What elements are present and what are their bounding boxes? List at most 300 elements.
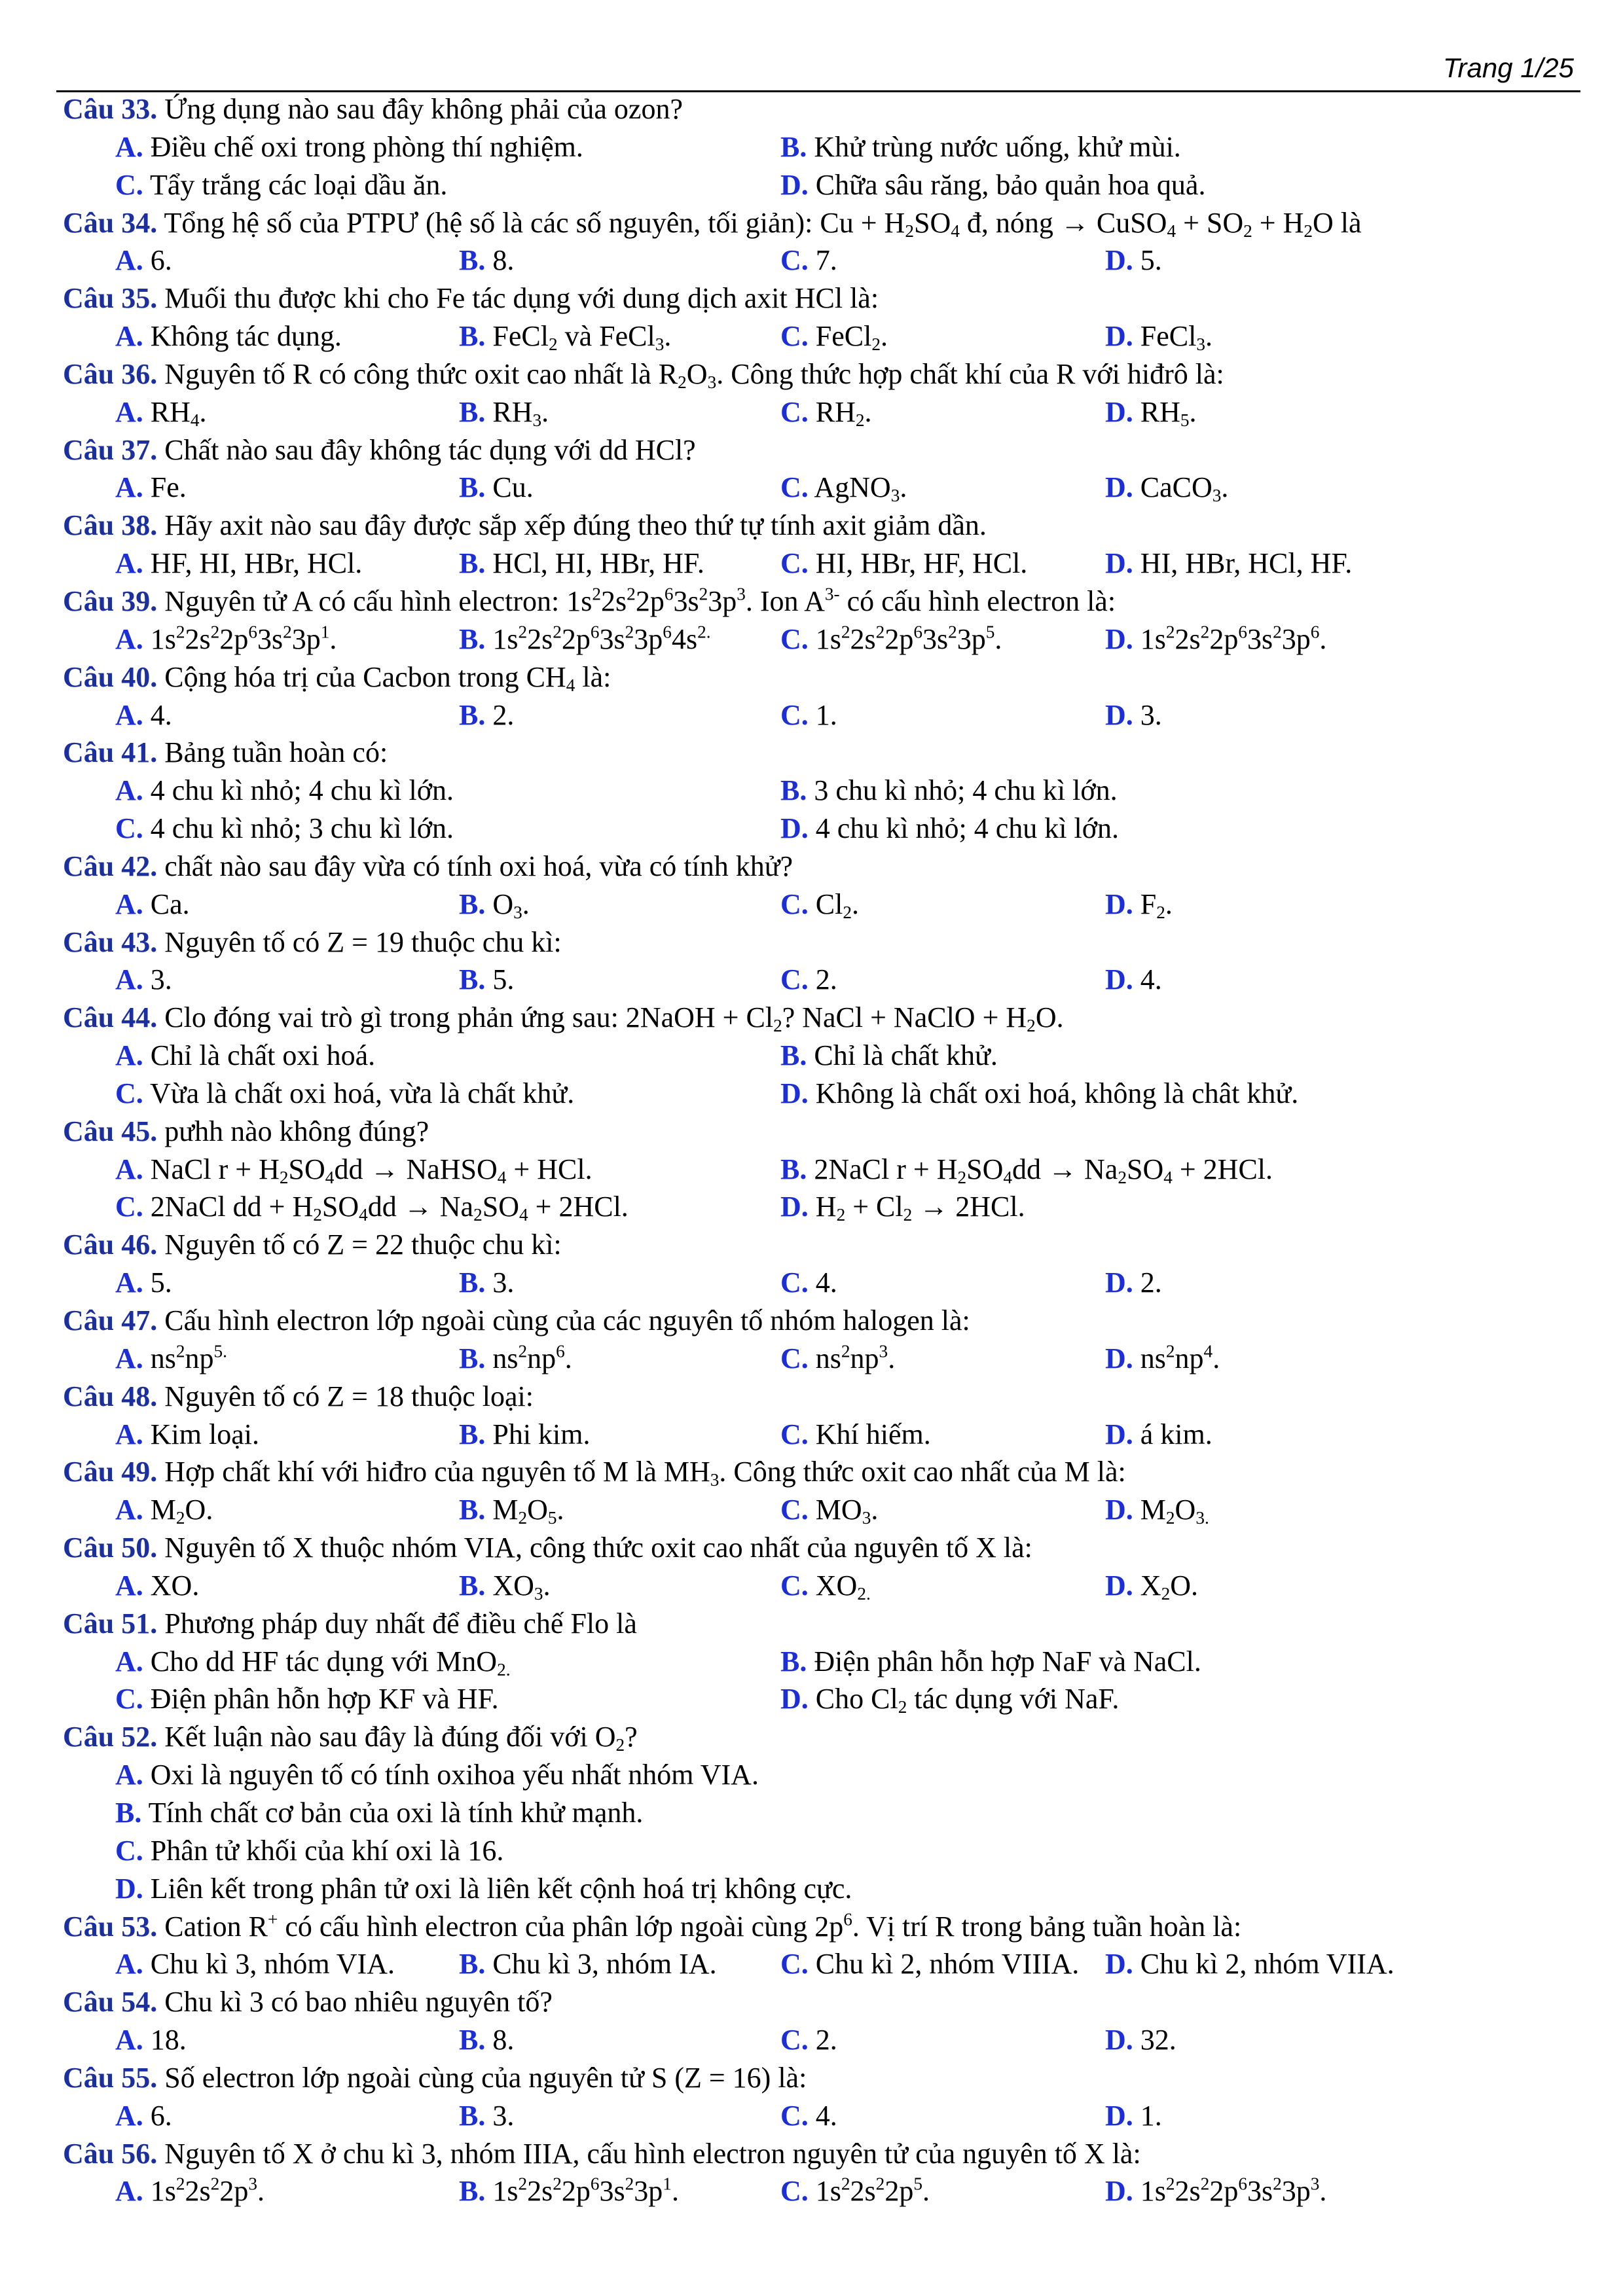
options-row [63, 1567, 1582, 1605]
option-letter: A. [115, 622, 143, 655]
option-letter: A. [115, 130, 143, 163]
option-text: á kim. [1133, 1418, 1213, 1450]
option-letter: D. [780, 168, 809, 201]
option-letter: C. [780, 1342, 809, 1374]
answer-option [780, 128, 1181, 166]
option-text: $RH_4$. [143, 395, 207, 430]
option-letter: A. [115, 1645, 143, 1677]
option-text: AgNO$_3$. [808, 471, 907, 506]
answer-option [1105, 961, 1162, 999]
option-text: 1. [1133, 2099, 1162, 2132]
option-text: $ns^2np^6$. [485, 1341, 572, 1374]
option-text: 8. [485, 2024, 515, 2056]
option-text: 2NaCl $r + H_2SO_4dd \to Na_2SO_4 + 2HCl$. [807, 1153, 1273, 1187]
question-stem [63, 1908, 1582, 1946]
answer-option [115, 1151, 593, 1189]
answer-option [115, 2021, 187, 2059]
question-number: Câu 55. [63, 2061, 158, 2094]
option-text: 1. [808, 698, 837, 731]
answer-option [1105, 1945, 1395, 1983]
question-number: Câu 36. [63, 357, 158, 390]
option-letter: D. [780, 1191, 809, 1223]
option-letter: B. [459, 1494, 486, 1526]
option-letter: C. [780, 698, 809, 731]
answer-option [115, 242, 172, 279]
option-text: 3. [143, 963, 172, 996]
answer-option [459, 1491, 564, 1529]
answer-option [780, 1567, 871, 1605]
option-letter: B. [115, 1796, 142, 1829]
answer-option [1105, 545, 1352, 583]
option-letter: C. [115, 1834, 143, 1867]
question-stem [63, 734, 1582, 772]
answer-option [115, 1491, 213, 1529]
option-letter: B. [459, 2099, 486, 2132]
option-letter: D. [1105, 2099, 1133, 2132]
option-letter: A. [115, 1266, 143, 1299]
answer-option [1105, 469, 1228, 507]
answer-option [780, 545, 1027, 583]
option-text: $1s^22s^22p^63s^23p^64s^{2.}$ [485, 622, 711, 655]
question-stem [63, 1378, 1582, 1416]
question-text: chất nào sau đây vừa có tính oxi hoá, vừa có tính khử? [157, 850, 793, 882]
option-letter: C. [780, 963, 809, 996]
option-text: $M_2O$. [143, 1494, 213, 1528]
option-text: $H_2 + Cl_2 \to 2HCl$. [808, 1191, 1025, 1225]
question-stem [63, 279, 1582, 317]
option-text: Cu. [485, 471, 534, 504]
option-text: 4. [808, 2099, 837, 2132]
question-number: Câu 53. [63, 1910, 158, 1943]
answer-option [1105, 886, 1173, 924]
question-list [63, 90, 1582, 2210]
option-letter: D. [1105, 244, 1133, 277]
option-letter: C. [780, 1948, 809, 1981]
option-text: $MO_3$. [808, 1494, 879, 1528]
option-letter: C. [780, 547, 809, 580]
question-stem [63, 924, 1582, 961]
question-text: Nguyên tố có Z = 18 thuộc loại: [157, 1380, 534, 1412]
option-text: $1s^22s^22p^63s^23p^1$. [485, 2174, 679, 2208]
option-text: $ns^2np^{5.}$ [143, 1341, 227, 1374]
answer-option [1105, 620, 1326, 658]
answer-option [115, 810, 454, 848]
answer-option [780, 1340, 895, 1378]
answer-option [459, 2172, 679, 2210]
answer-option [115, 1037, 375, 1075]
option-letter: B. [459, 1948, 486, 1981]
option-letter: A. [115, 1494, 143, 1526]
question-text: Clo đóng vai trò gì trong phản ứng sau: 2NaOH + $Cl_2$? NaCl + NaClO + $H_2O$. [157, 1001, 1064, 1036]
question-number: Câu 43. [63, 925, 158, 958]
answer-option [1105, 1340, 1220, 1378]
question-text: Bảng tuần hoàn có: [157, 736, 388, 769]
answer-option [780, 1264, 837, 1302]
option-text: Điện phân hỗn hợp KF và HF. [143, 1683, 499, 1715]
option-text: Điều chế oxi trong phòng thí nghiệm. [143, 130, 583, 163]
option-text: $X_2O$. [1133, 1569, 1198, 1604]
option-text: Phi kim. [485, 1418, 591, 1450]
option-text: $O_3$. [485, 888, 530, 922]
answer-option [780, 242, 837, 279]
question-text: Kết luận nào sau đây là đúng đối với $O_2$? [157, 1721, 638, 1755]
question-number: Câu 51. [63, 1607, 158, 1640]
option-letter: D. [1105, 471, 1133, 504]
option-letter: C. [780, 1569, 809, 1602]
answer-option [459, 1945, 717, 1983]
option-letter: C. [780, 2175, 809, 2208]
option-letter: D. [1105, 622, 1133, 655]
option-text: 4. [808, 1266, 837, 1299]
answer-option [115, 1075, 574, 1113]
option-letter: B. [780, 1153, 807, 1185]
options-row [63, 1188, 1582, 1226]
option-letter: B. [780, 774, 807, 807]
option-letter: B. [459, 1418, 486, 1450]
options-row [63, 166, 1582, 204]
option-text: Chỉ là chất oxi hoá. [143, 1039, 376, 1072]
option-text: Chữa sâu răng, bảo quản hoa quả. [808, 168, 1206, 201]
answer-option [115, 961, 172, 999]
option-text: 8. [485, 244, 515, 277]
option-letter: D. [1105, 1569, 1133, 1602]
option-letter: D. [1105, 888, 1133, 920]
option-letter: C. [780, 622, 809, 655]
option-text: 2. [485, 698, 515, 731]
question-number: Câu 42. [63, 850, 158, 882]
answer-option [459, 2021, 514, 2059]
question-number: Câu 35. [63, 282, 158, 315]
question-text: Nguyên tố X ở chu kì 3, nhóm IIIA, cấu hình electron nguyên tử của nguyên tố X là: [157, 2137, 1141, 2170]
option-text: $RH_2$. [808, 395, 872, 430]
question-number: Câu 34. [63, 206, 158, 239]
question-number: Câu 40. [63, 660, 158, 693]
option-text: Chu kì 3, nhóm IA. [485, 1948, 717, 1981]
option-text: 32. [1133, 2024, 1176, 2056]
option-text: $RH_5$. [1133, 395, 1197, 430]
option-text: 4 chu kì nhỏ; 3 chu kì lớn. [143, 812, 454, 845]
question-text: Số electron lớp ngoài cùng của nguyên tử S (Z = 16) là: [157, 2061, 807, 2094]
answer-option [780, 1680, 1119, 1718]
answer-option [1105, 696, 1162, 734]
option-text: Chu kì 2, nhóm VIIIA. [808, 1948, 1080, 1981]
options-row [63, 1340, 1582, 1378]
option-text: $1s^22s^22p^3$. [143, 2174, 264, 2208]
option-text: $1s^22s^22p^63s^23p^6$. [1133, 622, 1327, 655]
options-row [63, 242, 1582, 279]
option-letter: C. [115, 812, 143, 845]
answer-option [115, 886, 190, 924]
answer-option [1105, 2021, 1176, 2059]
answer-option [1105, 2172, 1326, 2210]
answer-option [780, 469, 907, 507]
answer-option [1105, 1416, 1213, 1454]
answer-option [115, 128, 583, 166]
option-text: 5. [485, 963, 515, 996]
question-stem [63, 999, 1582, 1037]
option-letter: A. [115, 395, 143, 428]
option-text: HCl, HI, HBr, HF. [485, 547, 704, 580]
answer-option [1105, 393, 1197, 431]
question-stem [63, 431, 1582, 469]
options-row [63, 810, 1582, 848]
options-row [63, 1945, 1582, 1983]
option-text: FeCl$_2$ và FeCl$_3$. [485, 320, 672, 354]
option-text: 3. [1133, 698, 1162, 731]
option-letter: C. [780, 320, 809, 353]
answer-option [780, 886, 859, 924]
question-number: Câu 48. [63, 1380, 158, 1412]
option-letter: C. [115, 1683, 143, 1715]
answer-option [459, 1567, 551, 1605]
option-text: 2. [808, 963, 837, 996]
option-text: 2NaCl dd + $H_2SO_4dd \to Na_2SO_4 + 2HCl$. [143, 1191, 629, 1225]
options-row [63, 1151, 1582, 1189]
answer-option [115, 1264, 172, 1302]
option-text: Oxi là nguyên tố có tính oxihoa yếu nhất nhóm VIA. [143, 1759, 759, 1791]
answer-option [780, 1037, 998, 1075]
option-text: $XO_3$. [485, 1569, 551, 1604]
option-text: HI, HBr, HF, HCl. [808, 547, 1028, 580]
answer-option [459, 393, 549, 431]
option-text: 18. [143, 2024, 187, 2056]
answer-option [459, 696, 514, 734]
answer-option [780, 1188, 1025, 1226]
question-text: Nguyên tố có Z = 19 thuộc chu kì: [157, 925, 562, 958]
question-text: Cấu hình electron lớp ngoài cùng của các nguyên tố nhóm halogen là: [157, 1304, 970, 1336]
option-letter: D. [780, 1077, 809, 1109]
answer-option [115, 1832, 503, 1870]
answer-option [1105, 2097, 1162, 2135]
option-text: $1s^22s^22p^5$. [808, 2174, 930, 2208]
option-text: Tẩy trắng các loại dầu ăn. [143, 168, 448, 201]
option-letter: A. [115, 698, 143, 731]
options-row [63, 1643, 1582, 1681]
answer-option [115, 1567, 199, 1605]
options-row [63, 1870, 1582, 1908]
question-number: Câu 45. [63, 1115, 158, 1147]
option-letter: C. [780, 1418, 809, 1450]
question-stem [63, 1605, 1582, 1643]
answer-option [459, 886, 530, 924]
option-text: XO. [143, 1569, 200, 1602]
option-letter: D. [115, 1872, 143, 1905]
option-letter: B. [459, 698, 486, 731]
option-letter: A. [115, 888, 143, 920]
answer-option [115, 393, 207, 431]
answer-option [115, 696, 172, 734]
option-text: HF, HI, HBr, HCl. [143, 547, 363, 580]
option-letter: D. [1105, 1948, 1133, 1981]
option-text: $ns^2np^4$. [1133, 1341, 1220, 1374]
option-letter: A. [115, 1948, 143, 1981]
answer-option [115, 1870, 852, 1908]
option-letter: B. [459, 1342, 486, 1374]
question-text: Phương pháp duy nhất để điều chế Flo là [157, 1607, 637, 1640]
question-number: Câu 52. [63, 1721, 158, 1753]
option-text: 5. [1133, 244, 1162, 277]
question-number: Câu 49. [63, 1456, 158, 1488]
options-row [63, 1491, 1582, 1529]
option-text: $M_2O_{3.}$ [1133, 1494, 1209, 1528]
answer-option [780, 166, 1205, 204]
answer-option [115, 2097, 172, 2135]
answer-option [780, 1416, 931, 1454]
question-text: Chất nào sau đây không tác dụng với dd HCl? [157, 433, 696, 466]
options-row [63, 317, 1582, 355]
answer-option [115, 545, 362, 583]
option-text: $Cl_2$. [808, 888, 859, 922]
options-row [63, 1680, 1582, 1718]
option-letter: B. [459, 622, 486, 655]
answer-option [115, 772, 454, 810]
option-text: $M_2O_5$. [485, 1494, 564, 1528]
option-letter: A. [115, 320, 143, 353]
question-number: Câu 41. [63, 736, 158, 769]
question-text: Tổng hệ số của PTPƯ (hệ số là các số nguyên, tối giản): $Cu + H_2SO_4$ đ, nóng → CuSO$_4$ + $SO_2 + H_2O$ là [157, 206, 1362, 241]
option-letter: D. [1105, 698, 1133, 731]
options-row [63, 1794, 1582, 1832]
answer-option [115, 1680, 499, 1718]
question-number: Câu 47. [63, 1304, 158, 1336]
answer-option [1105, 317, 1213, 355]
option-text: 6. [143, 2099, 172, 2132]
options-row [63, 1075, 1582, 1113]
options-row [63, 128, 1582, 166]
option-text: 4 chu kì nhỏ; 4 chu kì lớn. [808, 812, 1120, 845]
answer-option [459, 2097, 514, 2135]
options-row [63, 772, 1582, 810]
options-row [63, 886, 1582, 924]
answer-option [459, 545, 704, 583]
option-letter: C. [115, 1191, 143, 1223]
option-letter: D. [780, 1683, 809, 1715]
option-text: CaCO$_3$. [1133, 471, 1229, 506]
option-letter: B. [459, 471, 486, 504]
question-number: Câu 56. [63, 2137, 158, 2170]
question-stem [63, 2059, 1582, 2097]
answer-option [115, 620, 337, 658]
option-text: 2. [808, 2024, 837, 2056]
option-letter: B. [780, 1645, 807, 1677]
option-text: Chu kì 3, nhóm VIA. [143, 1948, 395, 1981]
question-stem [63, 583, 1582, 620]
option-letter: C. [780, 2024, 809, 2056]
question-number: Câu 38. [63, 509, 158, 542]
question-stem [63, 1983, 1582, 2021]
option-letter: C. [780, 395, 809, 428]
options-row [63, 1037, 1582, 1075]
question-text: Nguyên tố R có công thức oxit cao nhất là $R_2O_3$. Công thức hợp chất khí của R với hiđrô là: [157, 357, 1224, 392]
answer-option [780, 772, 1118, 810]
option-letter: D. [780, 812, 809, 845]
option-text: HI, HBr, HCl, HF. [1133, 547, 1353, 580]
question-stem [63, 2135, 1582, 2173]
option-text: 6. [143, 244, 172, 277]
page-header [56, 51, 1580, 92]
option-letter: A. [115, 774, 143, 807]
option-text: Phân tử khối của khí oxi là 16. [143, 1834, 504, 1867]
option-text: $1s^22s^22p^63s^23p^1$. [143, 622, 337, 655]
option-text: $1s^22s^22p^63s^23p^3$. [1133, 2174, 1327, 2208]
answer-option [1105, 1567, 1198, 1605]
answer-option [459, 1340, 572, 1378]
option-letter: B. [459, 2024, 486, 2056]
answer-option [1105, 242, 1162, 279]
answer-option [1105, 1491, 1209, 1529]
option-letter: C. [780, 2099, 809, 2132]
answer-option [459, 1416, 591, 1454]
answer-option [780, 620, 1002, 658]
answer-option [115, 1416, 259, 1454]
option-text: Kim loại. [143, 1418, 259, 1450]
options-row [63, 2172, 1582, 2210]
answer-option [115, 2172, 264, 2210]
option-letter: C. [780, 244, 809, 277]
answer-option [115, 1945, 395, 1983]
question-stem [63, 658, 1582, 696]
option-text: Fe. [143, 471, 187, 504]
option-text: 4. [143, 698, 172, 731]
options-row [63, 1832, 1582, 1870]
option-letter: A. [115, 547, 143, 580]
option-text: 7. [808, 244, 837, 277]
answer-option [780, 2021, 837, 2059]
question-text: Chu kì 3 có bao nhiêu nguyên tố? [157, 1986, 553, 2018]
answer-option [780, 393, 872, 431]
question-stem [63, 1718, 1582, 1756]
option-text: Liên kết trong phân tử oxi là liên kết cộnh hoá trị không cực. [143, 1872, 852, 1905]
option-letter: C. [780, 888, 809, 920]
question-number: Câu 46. [63, 1229, 158, 1261]
question-number: Câu 33. [63, 93, 158, 125]
option-text: 3. [485, 1266, 515, 1299]
option-text: Không là chất oxi hoá, không là chât khử. [808, 1077, 1299, 1109]
option-letter: D. [1105, 1494, 1133, 1526]
option-text: 2. [1133, 1266, 1162, 1299]
options-row [63, 2097, 1582, 2135]
answer-option [780, 1945, 1079, 1983]
option-text: Chỉ là chất khử. [807, 1039, 998, 1072]
question-stem [63, 90, 1582, 128]
option-letter: B. [459, 2175, 486, 2208]
answer-option [780, 1151, 1273, 1189]
option-text: Cho $Cl_2$ tác dụng với NaF. [808, 1683, 1120, 1717]
option-text: FeCl$_2$. [808, 320, 888, 354]
question-text: Cộng hóa trị của Cacbon trong $CH_4$ là: [157, 660, 611, 695]
option-letter: D. [1105, 963, 1133, 996]
answer-option [115, 1756, 759, 1794]
answer-option [780, 1491, 878, 1529]
options-row [63, 1756, 1582, 1794]
answer-option [780, 2172, 930, 2210]
option-letter: B. [459, 320, 486, 353]
option-text: $RH_3$. [485, 395, 549, 430]
answer-option [115, 1188, 629, 1226]
options-row [63, 1416, 1582, 1454]
answer-option [780, 1643, 1201, 1681]
option-letter: A. [115, 1039, 143, 1072]
answer-option [115, 1794, 643, 1832]
option-letter: D. [1105, 2175, 1133, 2208]
question-stem [63, 204, 1582, 242]
answer-option [115, 1340, 227, 1378]
question-stem [63, 1113, 1582, 1151]
options-row [63, 620, 1582, 658]
option-letter: A. [115, 2024, 143, 2056]
option-text: Vừa là chất oxi hoá, vừa là chất khử. [143, 1077, 575, 1109]
option-letter: C. [115, 168, 143, 201]
